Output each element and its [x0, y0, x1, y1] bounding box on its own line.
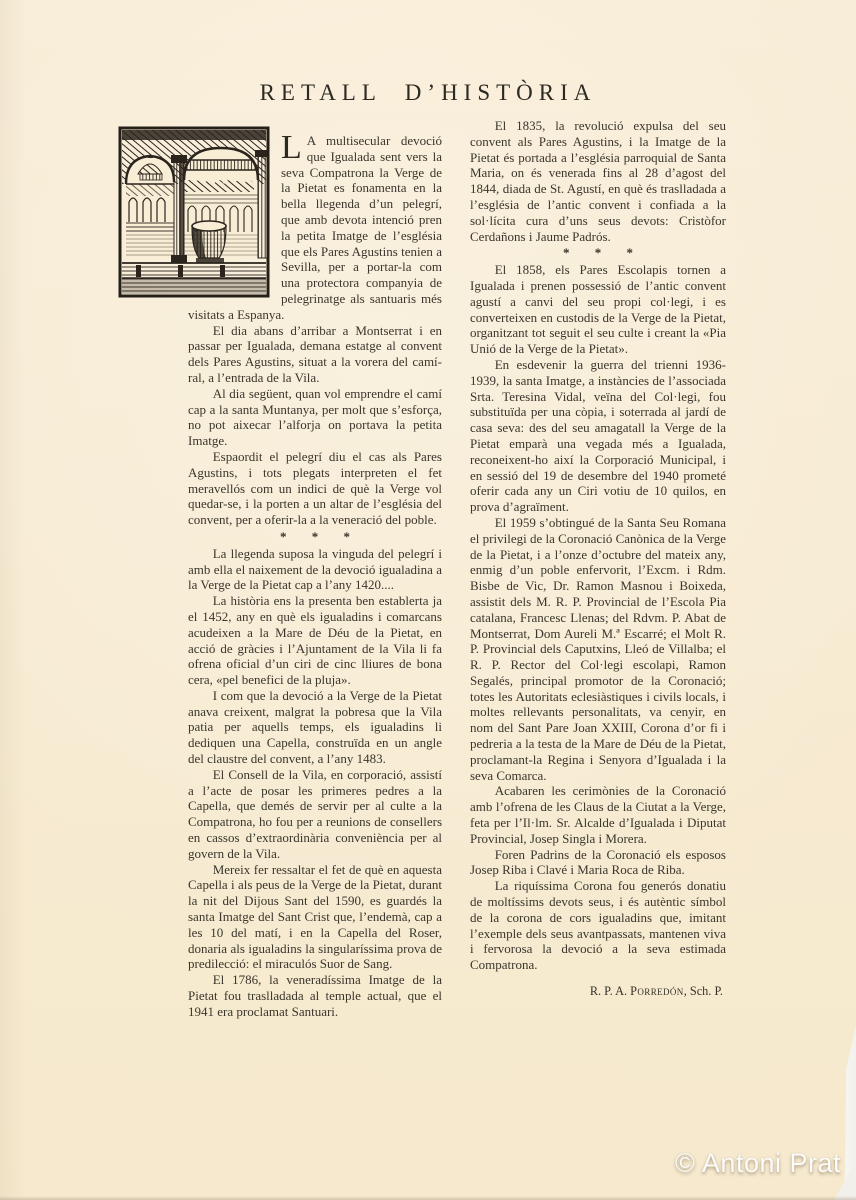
- paragraph: El 1959 s’obtingué de la Santa Seu Romana el privilegi de la Coronació Canònica de la Verge de la Pietat, i a l’onze d’octubre del mateix any, enmig d’un poble enfervorit, l’Excm. i Rdm. Bisbe de Vic, Dr. Ramon Masnou i Boixeda, assistit dels M. R. P. Provincial de l’Escola Pia catalana, Francesc Llenas; del Rdvm. P. Abat de Montserrat, Dom Aureli M.ª Escarré; el Molt R. P. Provincial dels Caputxins, Lleó de Villalba; el R. P. Rector del Col·legi escolapi, Ramon Segalés, principal promotor de la Coronació; totes les Autoritats eclesiàstiques i civils locals, i moltes rellevants personalitats, va cenyir, en nom del Sant Pare Joan XXIII, Corona d’or fi i pedreria a la testa de la Mare de Déu de la Pietat, proclamant-la Regina i Senyora d’Igualada i la seva Comarca.: [470, 514, 726, 783]
- paragraph: La llegenda suposa la vinguda del pelegrí i amb ella el naixement de la devoció igualadina a la Verge de la Pietat cap a l’any 1420....: [188, 545, 442, 593]
- paragraph: Acabaren les cerimònies de la Coronació amb l’ofrena de les Claus de la Ciutat a la Verge, feta per l’Il·lm. Sr. Alcalde d’Igualada i Diputat Provincial, Josep Singla i Morera.: [470, 783, 726, 846]
- paragraph: La riquíssima Corona fou generós donatiu de moltíssims devots seus, i és autèntic símbol de la corona de cors igualadins que, imitant l’exemple dels seus avantpassats, mantenen viva i fervorosa la devoció a la seva estimada Compatrona.: [470, 878, 726, 973]
- signature-suffix: , Sch. P.: [683, 984, 723, 999]
- cloister-woodcut-illustration: [118, 126, 270, 298]
- paragraph: Mereix fer ressaltar el fet de què en aquesta Capella i als peus de la Verge de la Pietat, durant la nit del Dijous Sant del 1590, es guardés la santa Imatge del Sant Crist que, l’endemà, cap a les 10 del matí, i en la Capella del Roser, donaria als igualadins la singularíssima prova de predilecció: el miraculós Suor de Sang.: [188, 861, 442, 972]
- signature-name: Porredón: [630, 984, 684, 999]
- page-title: RETALL D’HISTÒRIA: [259, 80, 597, 105]
- right-column: [470, 118, 726, 1000]
- paragraph: En esdevenir la guerra del trienni 1936-1939, la santa Imatge, a instàncies de l’associada Srta. Teresina Vidal, veïna del Col·legi, fou substituïda per una còpia, i soterrada al jardí de casa seva: des del seu amagatall la Verge de la Pietat emparà una vegada més a Igualada, reconeixent-ho així la Corporació Municipal, i en sessió del 19 de desembre del 1940 prometé oferir cada any un Ciri votiu de 10 quilos, en prova d’agraïment.: [470, 356, 726, 515]
- paragraph: Espaordit el pelegrí diu el cas als Pares Agustins, i tots plegats interpreten el fet meravellós com un indici de què la Verge vol quedar-se, i la porten a un altar de l’església del convent, per a oferir-la a la veneració del poble.: [188, 448, 442, 528]
- paragraph: Foren Padrins de la Coronació els esposos Josep Riba i Clavé i Maria Roca de Riba.: [470, 846, 726, 878]
- paragraph: Al dia següent, quan vol emprendre el camí cap a la santa Muntanya, per molt que s’esforça, no pot aixecar l’alforja on portava la petita Imatge.: [188, 385, 442, 449]
- paragraph: I com que la devoció a la Verge de la Pietat anava creixent, malgrat la pobresa que la Vila patia per aquells temps, els igualadins li dediquen una Capella, construïda en un angle del claustre del convent, a l’any 1483.: [188, 687, 442, 767]
- paragraph: El 1835, la revolució expulsa del seu convent als Pares Agustins, i la Imatge de la Pietat és portada a l’església parroquial de Santa Maria, on és venerada fins al 28 d’agost del 1844, diada de St. Agustí, en què és traslladada a l’església de l’antic convent i confiada a la sol·lícita cura d’uns seus devots: Cristòfor Cerdañons i Jaume Padrós.: [470, 118, 726, 244]
- scan-edge-bottom: [0, 1196, 856, 1200]
- author-signature: [470, 984, 726, 1000]
- signature-prefix: R. P. A.: [589, 984, 631, 999]
- paragraph-text: A multisecular devoció que Igualada sent vers la seva Compatrona la Verge de la Pietat es fonamenta en la bella llegenda d’un pelegrí, que amb devota intenció pren la petita Imatge de l’església que els Pares Agustins tenien a Sevilla, per a portar-la com una protectora companyia de pelegrinatge als santuaris més visitats a Espanya.: [188, 133, 442, 322]
- copyright-watermark: © Antoni Prat: [675, 1148, 841, 1178]
- paragraph: El 1786, la veneradíssima Imatge de la Pietat fou traslladada al temple actual, que el 1941 era proclamat Santuari.: [188, 972, 442, 1019]
- left-column: [188, 120, 442, 1020]
- paragraph: La història ens la presenta ben establerta ja el 1452, any en què els igualadins i comarcans acudeixen a la Mare de Déu de la Pietat, en acció de gràcies i l’Ajuntament de la Vila li fa ofrena oficial d’un ciri de cinc lliures de bona cera, «pel benefici de la pluja».: [188, 593, 442, 688]
- asterisk-separator: * * *: [280, 528, 361, 544]
- paragraph: El 1858, els Pares Escolapis tornen a Igualada i prenen possessió de l’antic convent agustí a canvi del seu propi col·legi, i es converteixen en custodis de la Verge de la Pietat, organitzant tot seguit el seu culte i creant la «Pia Unió de la Verge de la Pietat».: [470, 262, 726, 357]
- paragraph: El dia abans d’arribar a Montserrat i en passar per Igualada, demana estatge al convent dels Pares Agustins, situat a la vorera del camí-ral, a l’entrada de la Vila.: [188, 322, 442, 385]
- asterisk-separator: * * *: [563, 245, 644, 261]
- paragraph: El Consell de la Vila, en corporació, assistí a l’acte de posar les primeres pedres a la Capella, que demés de servir per al culte a la Compatrona, ho fou per a reunions de consellers en cassos d’extraordinària conveniència per al govern de la Vila.: [188, 766, 442, 861]
- drop-cap: L: [281, 129, 302, 166]
